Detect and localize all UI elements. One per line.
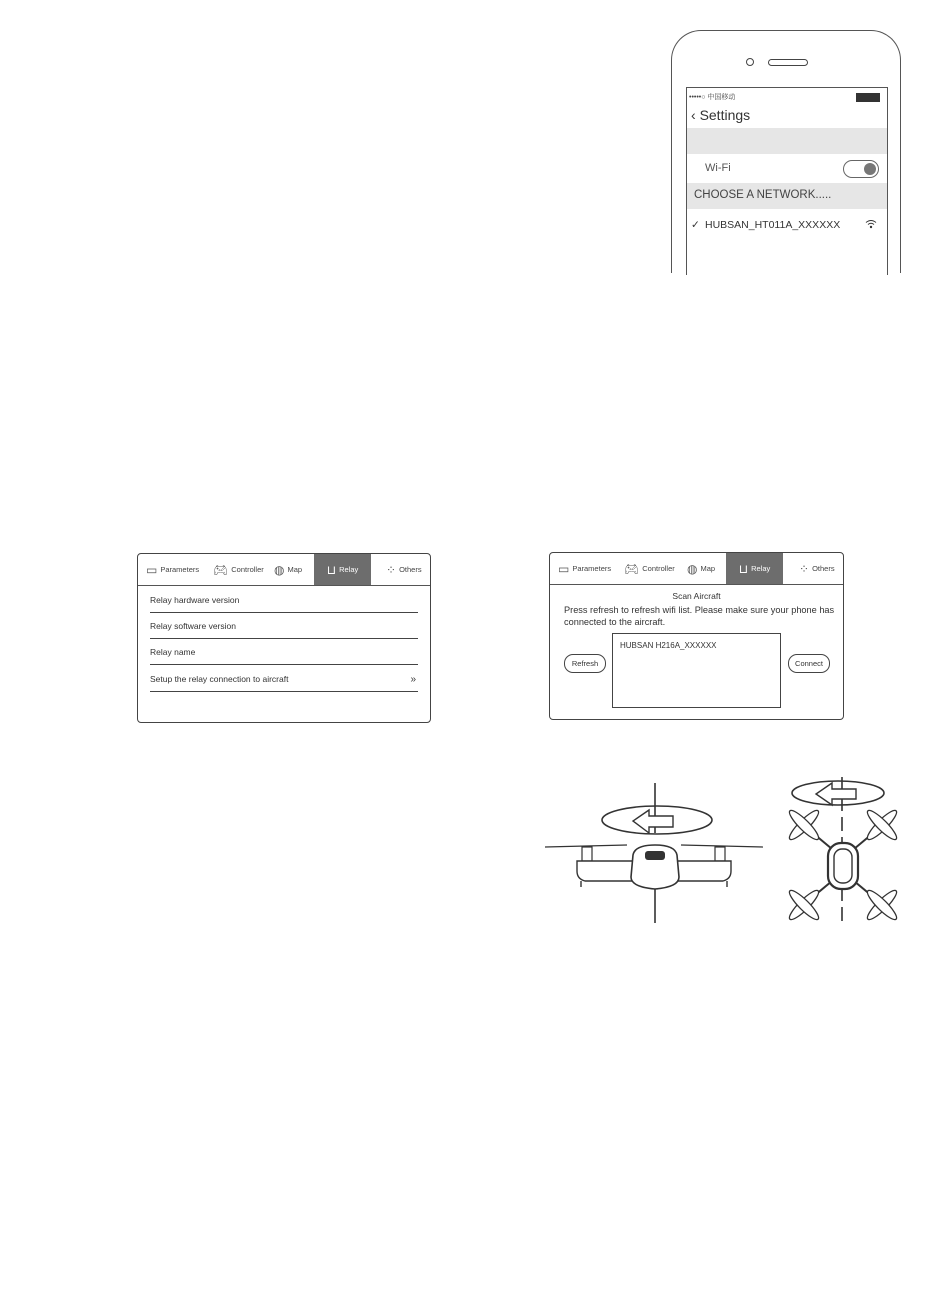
- tab-map[interactable]: [274, 554, 302, 585]
- tab-others[interactable]: [386, 554, 422, 585]
- tab-map[interactable]: [687, 553, 715, 584]
- tab-label: Others: [399, 565, 422, 574]
- carrier-label: •••••○ 中国移动: [689, 94, 736, 101]
- divider: [150, 638, 418, 639]
- status-bar: [689, 92, 883, 102]
- phone-speaker: [768, 59, 808, 66]
- aircraft-wifi-list[interactable]: [612, 633, 781, 708]
- grid-icon: ⁘: [386, 562, 397, 577]
- parameters-icon: ▭: [146, 562, 158, 577]
- row-label: Relay name: [150, 647, 196, 657]
- chevron-left-icon: ‹: [691, 107, 696, 123]
- globe-icon: ◍: [274, 562, 285, 577]
- list-item[interactable]: HUBSAN H216A_XXXXXX: [620, 641, 717, 650]
- row-label: Relay software version: [150, 621, 236, 631]
- section-header-label: CHOOSE A NETWORK.....: [694, 189, 832, 201]
- phone-mockup: [671, 30, 901, 273]
- scan-aircraft-panel: [549, 552, 844, 720]
- tab-relay[interactable]: [726, 553, 783, 584]
- gamepad-icon: 🎮︎: [624, 561, 640, 576]
- scan-description: Press refresh to refresh wifi list. Please make sure your phone has connected to the aircraft.: [564, 605, 835, 627]
- tab-parameters[interactable]: [558, 553, 611, 584]
- relay-connection-setup-item[interactable]: [150, 674, 418, 684]
- globe-icon: ◍: [687, 561, 698, 576]
- divider: [150, 664, 418, 665]
- check-icon: ✓: [691, 219, 700, 231]
- tab-label: Parameters: [160, 565, 200, 574]
- tab-bar: [550, 553, 843, 585]
- relay-icon: ⊔: [326, 562, 337, 577]
- row-label: Relay hardware version: [150, 595, 240, 605]
- relay-settings-panel: [137, 553, 431, 723]
- wifi-signal-icon: [865, 219, 877, 232]
- tab-parameters[interactable]: [146, 554, 199, 585]
- wifi-label: Wi-Fi: [705, 162, 731, 174]
- connect-button[interactable]: Connect: [788, 654, 830, 673]
- tab-label: Relay: [751, 564, 771, 573]
- toggle-knob: [864, 163, 876, 175]
- grid-icon: ⁘: [799, 561, 810, 576]
- tab-controller[interactable]: [213, 554, 264, 585]
- tab-label: Controller: [642, 564, 675, 573]
- battery-icon: [856, 93, 880, 102]
- tab-label: Others: [812, 564, 835, 573]
- drone-front-view-illustration: [545, 783, 765, 923]
- back-label: Settings: [699, 107, 751, 123]
- panel-title: Scan Aircraft: [672, 591, 721, 601]
- list-item[interactable]: [150, 595, 418, 605]
- back-button[interactable]: [691, 107, 750, 123]
- relay-icon: ⊔: [738, 561, 749, 576]
- tab-others[interactable]: [799, 553, 835, 584]
- tab-label: Map: [287, 565, 303, 574]
- gamepad-icon: 🎮︎: [213, 562, 229, 577]
- phone-screen: [686, 87, 888, 275]
- divider: [150, 691, 418, 692]
- refresh-button[interactable]: Refresh: [564, 654, 606, 673]
- tab-relay[interactable]: [314, 554, 371, 585]
- network-name: HUBSAN_HT011A_XXXXXX: [705, 219, 841, 231]
- list-item[interactable]: [150, 621, 418, 631]
- tab-controller[interactable]: [624, 553, 675, 584]
- tab-label: Relay: [339, 565, 359, 574]
- network-item[interactable]: [691, 219, 885, 235]
- settings-group-spacer: [687, 128, 887, 154]
- tab-label: Map: [700, 564, 716, 573]
- tab-label: Controller: [231, 565, 264, 574]
- row-label: Setup the relay connection to aircraft: [150, 674, 289, 684]
- network-section-header: [687, 183, 887, 209]
- wifi-row: [687, 156, 887, 180]
- chevron-right-icon: »: [410, 674, 416, 685]
- divider: [150, 612, 418, 613]
- tab-label: Parameters: [572, 564, 612, 573]
- drone-top-view-illustration: [784, 777, 914, 925]
- parameters-icon: ▭: [558, 561, 570, 576]
- list-item[interactable]: [150, 647, 418, 657]
- wifi-toggle[interactable]: [843, 160, 879, 178]
- front-camera: [746, 58, 754, 66]
- tab-bar: [138, 554, 430, 586]
